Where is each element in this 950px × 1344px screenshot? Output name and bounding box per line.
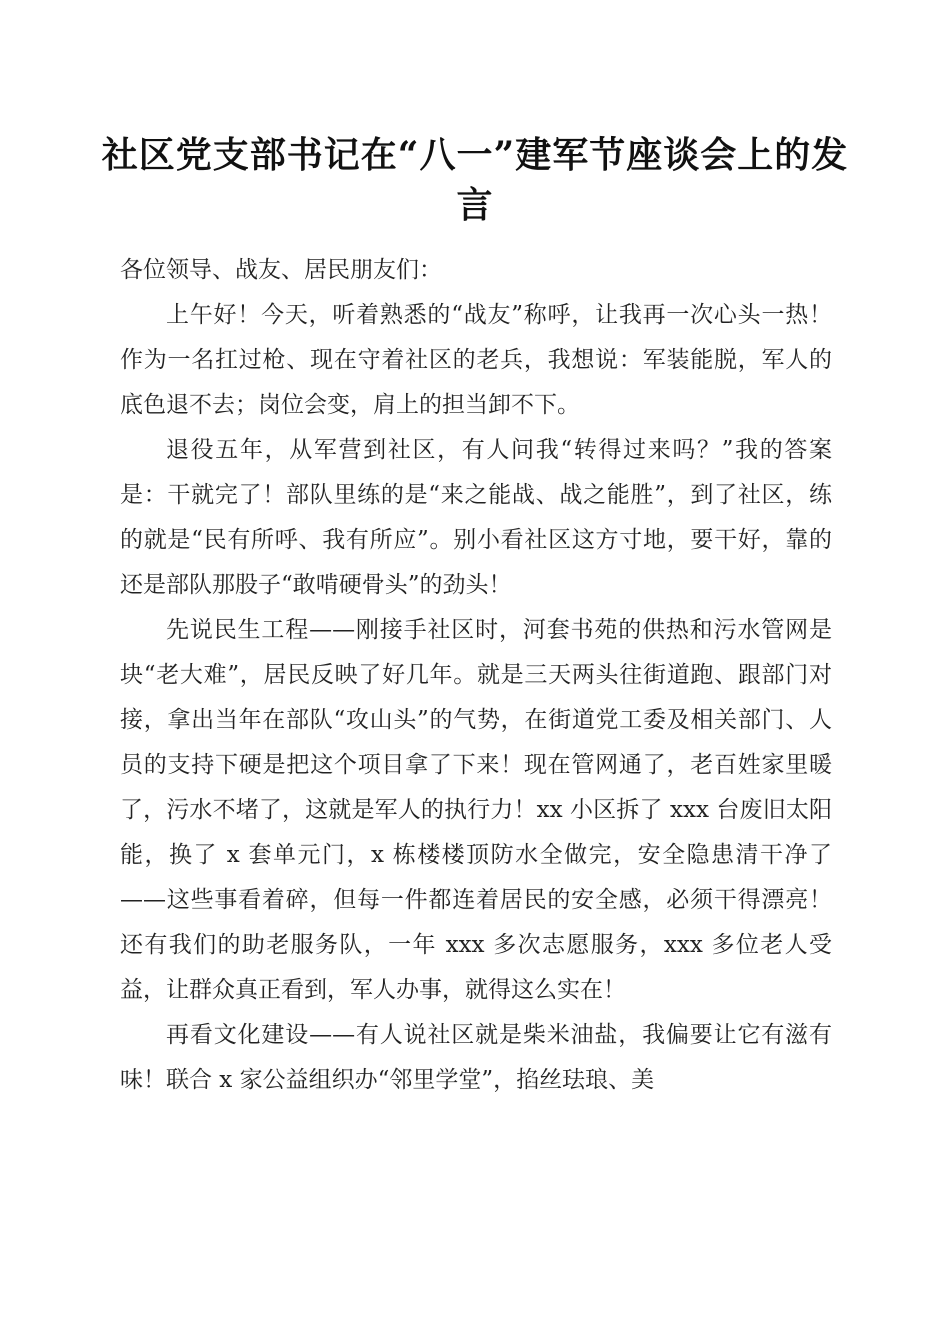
document-body [120, 248, 832, 1103]
paragraph: 再看文化建设——有人说社区就是柴米油盐，我偏要让它有滋有味！联合 x 家公益组织办“邻里学堂”，掐丝珐琅、美 [120, 1022, 832, 1093]
paragraph: 上午好！今天，听着熟悉的“战友”称呼，让我再一次心头一热！作为一名扛过枪、现在守着社区的老兵，我想说：军装能脱，军人的底色退不去；岗位会变，肩上的担当卸不下。 [120, 302, 832, 418]
paragraph: 先说民生工程——刚接手社区时，河套书苑的供热和污水管网是块“老大难”，居民反映了好几年。就是三天两头往街道跑、跟部门对接，拿出当年在部队“攻山头”的气势，在街道党工委及相关部门、人员的支持下硬是把这个项目拿了下来！现在管网通了，老百姓家里暖了，污水不堵了，这就是军人的执行力！xx 小区拆了 xxx 台废旧太阳能，换了 x 套单元门，x 栋楼楼顶防水全做完，安全隐患清干净了——这些事看着碎，但每一件都连着居民的安全感，必须干得漂亮！还有我们的助老服务队，一年 xxx 多次志愿服务，xxx 多位老人受益，让群众真正看到，军人办事，就得这么实在！ [120, 617, 832, 1003]
document-title: 社区党支部书记在“八一”建军节座谈会上的发言 [101, 134, 849, 226]
salutation: 各位领导、战友、居民朋友们： [120, 257, 442, 283]
paragraph: 退役五年，从军营到社区，有人问我“转得过来吗？”我的答案是：干就完了！部队里练的是“来之能战、战之能胜”，到了社区，练的就是“民有所呼、我有所应”。别小看社区这方寸地，要干好，靠的还是部队那股子“敢啃硬骨头”的劲头！ [120, 437, 832, 598]
